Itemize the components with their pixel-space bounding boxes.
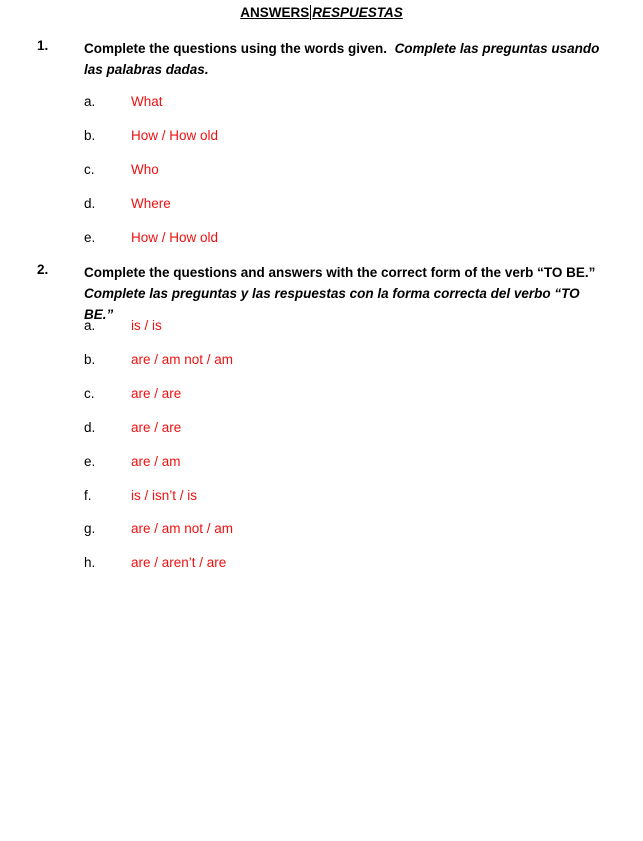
answer-value: are / are bbox=[131, 386, 182, 401]
answer-value: are / aren’t / are bbox=[131, 555, 227, 570]
instruction-spanish: Complete las preguntas usando las palabras dadas. bbox=[84, 41, 600, 77]
answer-letter: a. bbox=[84, 318, 96, 333]
answer-letter: f. bbox=[84, 488, 92, 503]
answer-value: are / am not / am bbox=[131, 352, 234, 367]
answer-letter: d. bbox=[84, 196, 96, 211]
answer-letter: g. bbox=[84, 521, 96, 536]
answer-value: is / isn’t / is bbox=[131, 488, 198, 503]
document-title bbox=[0, 5, 643, 21]
title-english: ANSWERS bbox=[240, 5, 310, 20]
answer-letter: e. bbox=[84, 454, 96, 469]
answer-value: are / am bbox=[131, 454, 181, 469]
question-instruction bbox=[84, 38, 604, 80]
instruction-spanish: Complete las preguntas y las respuestas con la forma correcta del verbo “TO BE.” bbox=[84, 286, 580, 322]
answer-letter: c. bbox=[84, 386, 95, 401]
answer-value: What bbox=[131, 94, 163, 109]
answer-letter: b. bbox=[84, 352, 96, 367]
answer-value: Who bbox=[131, 162, 159, 177]
answer-letter: h. bbox=[84, 555, 96, 570]
answer-value: How / How old bbox=[131, 230, 219, 245]
answer-letter: d. bbox=[84, 420, 96, 435]
answer-letter: b. bbox=[84, 128, 96, 143]
answer-value: is / is bbox=[131, 318, 162, 333]
question-number: 1. bbox=[37, 38, 49, 53]
answer-value: How / How old bbox=[131, 128, 219, 143]
instruction-english: Complete the questions using the words given. bbox=[84, 41, 388, 56]
answer-value: Where bbox=[131, 196, 171, 211]
title-spanish: RESPUESTAS bbox=[312, 5, 403, 20]
answer-value: are / am not / am bbox=[131, 521, 234, 536]
answer-letter: e. bbox=[84, 230, 96, 245]
question-number: 2. bbox=[37, 262, 49, 277]
answer-value: are / are bbox=[131, 420, 182, 435]
answer-letter: c. bbox=[84, 162, 95, 177]
answer-letter: a. bbox=[84, 94, 96, 109]
question-instruction bbox=[84, 262, 604, 325]
instruction-english: Complete the questions and answers with the correct form of the verb “TO BE.” bbox=[84, 265, 596, 280]
